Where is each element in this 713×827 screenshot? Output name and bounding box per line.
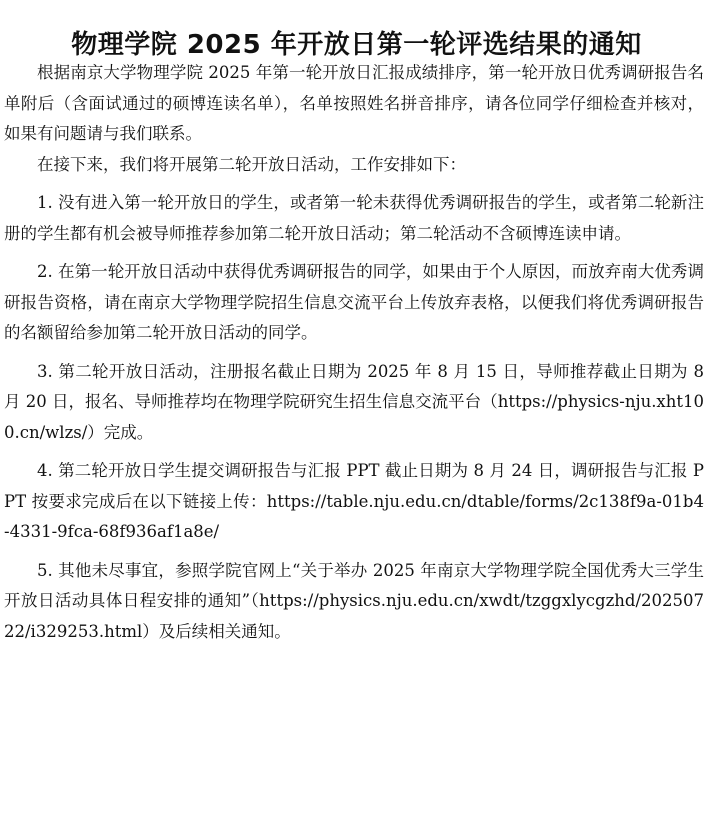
item-4-paragraph: 4. 第二轮开放日学生提交调研报告与汇报 PPT 截止日期为 8 月 24 日，调研报告与汇报 PPT 按要求完成后在以下链接上传：https://table.nju.edu.cn/dtable/forms/2c138f9a-01b4-4331-9fca-68f936af1a8e/ <box>4 461 704 541</box>
item-5-paragraph: 5. 其他未尽事宜，参照学院官网上“关于举办 2025 年南京大学物理学院全国优秀大三学生开放日活动具体日程安排的通知”（https://physics.nju.edu.cn/xwdt/tzggxlycgzhd/20250722/i329253.html）及后续相关通知。 <box>4 560 704 641</box>
intro-paragraph: 根据南京大学物理学院 2025 年第一轮开放日汇报成绩排序，第一轮开放日优秀调研报告名单附后（含面试通过的硕博连读名单），名单按照姓名拼音排序，请各位同学仔细检查并核对，如果有问题请与我们联系。 <box>4 63 704 143</box>
item-2-paragraph: 2. 在第一轮开放日活动中获得优秀调研报告的同学，如果由于个人原因，而放弃南大优秀调研报告资格，请在南京大学物理学院招生信息交流平台上传放弃表格，以便我们将优秀调研报告的名额留给参加第二轮开放日活动的同学。 <box>4 262 704 342</box>
item-3-paragraph: 3. 第二轮开放日活动，注册报名截止日期为 2025 年 8 月 15 日，导师推荐截止日期为 8 月 20 日，报名、导师推荐均在物理学院研究生招生信息交流平台（https://physics-nju.xht100.cn/wlzs/）完成。 <box>4 361 704 442</box>
arrangement-intro-paragraph: 在接下来，我们将开展第二轮开放日活动，工作安排如下： <box>37 154 466 174</box>
item-1-paragraph: 1. 没有进入第一轮开放日的学生，或者第一轮未获得优秀调研报告的学生，或者第二轮新注册的学生都有机会被导师推荐参加第二轮开放日活动；第二轮活动不含硕博连读申请。 <box>4 193 704 243</box>
notice-title: 物理学院 2025 年开放日第一轮评选结果的通知 <box>71 30 642 61</box>
notice-body <box>4 58 704 647</box>
